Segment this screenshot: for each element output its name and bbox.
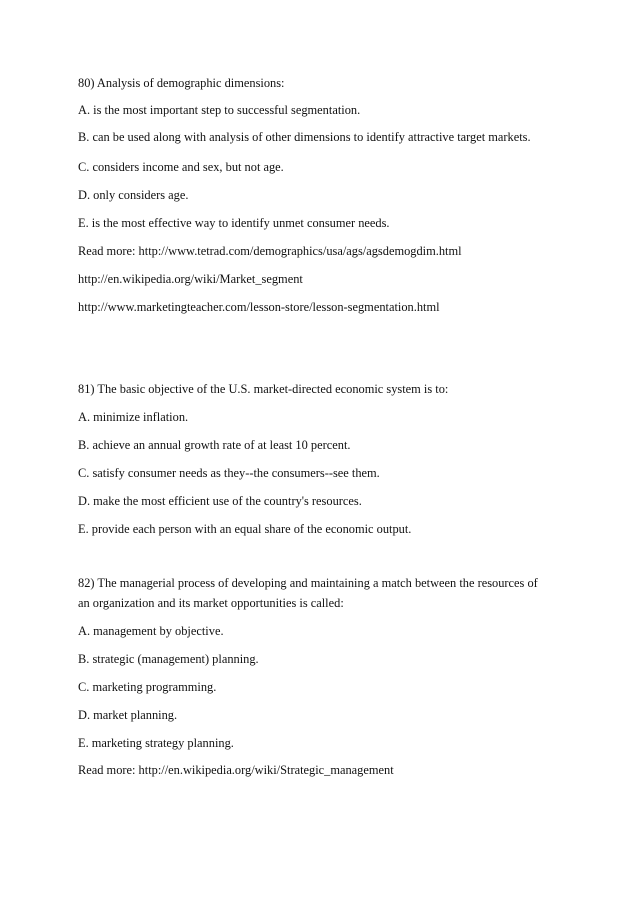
q81-option-e: E. provide each person with an equal share of the economic output. <box>78 522 412 536</box>
q80-option-d: D. only considers age. <box>78 188 189 202</box>
q82-question-line-1: 82) The managerial process of developing and maintaining a match between the resources of <box>78 576 538 590</box>
q80-read-more-link-2[interactable]: http://en.wikipedia.org/wiki/Market_segment <box>78 272 303 286</box>
q82-option-b: B. strategic (management) planning. <box>78 652 259 666</box>
q80-read-more-link-3[interactable]: http://www.marketingteacher.com/lesson-store/lesson-segmentation.html <box>78 300 440 314</box>
q81-option-b: B. achieve an annual growth rate of at least 10 percent. <box>78 438 351 452</box>
q82-read-more-link[interactable]: Read more: http://en.wikipedia.org/wiki/Strategic_management <box>78 763 394 777</box>
q80-read-more-link-1[interactable]: Read more: http://www.tetrad.com/demographics/usa/ags/agsdemogdim.html <box>78 244 462 258</box>
q82-option-d: D. market planning. <box>78 708 178 722</box>
q82-question-line-2: an organization and its market opportunities is called: <box>78 596 344 610</box>
q80-question: 80) Analysis of demographic dimensions: <box>78 76 285 90</box>
q81-option-a: A. minimize inflation. <box>78 410 189 424</box>
q80-option-e: E. is the most effective way to identify unmet consumer needs. <box>78 216 390 230</box>
q81-option-d: D. make the most efficient use of the country's resources. <box>78 494 362 508</box>
q81-option-c: C. satisfy consumer needs as they--the consumers--see them. <box>78 466 380 480</box>
q80-option-b: B. can be used along with analysis of other dimensions to identify attractive target markets. <box>78 130 531 144</box>
q82-option-e: E. marketing strategy planning. <box>78 736 234 750</box>
q82-option-c: C. marketing programming. <box>78 680 217 694</box>
q80-option-c: C. considers income and sex, but not age. <box>78 160 284 174</box>
q81-question: 81) The basic objective of the U.S. market-directed economic system is to: <box>78 382 449 396</box>
q82-option-a: A. management by objective. <box>78 624 224 638</box>
q80-option-a: A. is the most important step to successful segmentation. <box>78 103 361 117</box>
